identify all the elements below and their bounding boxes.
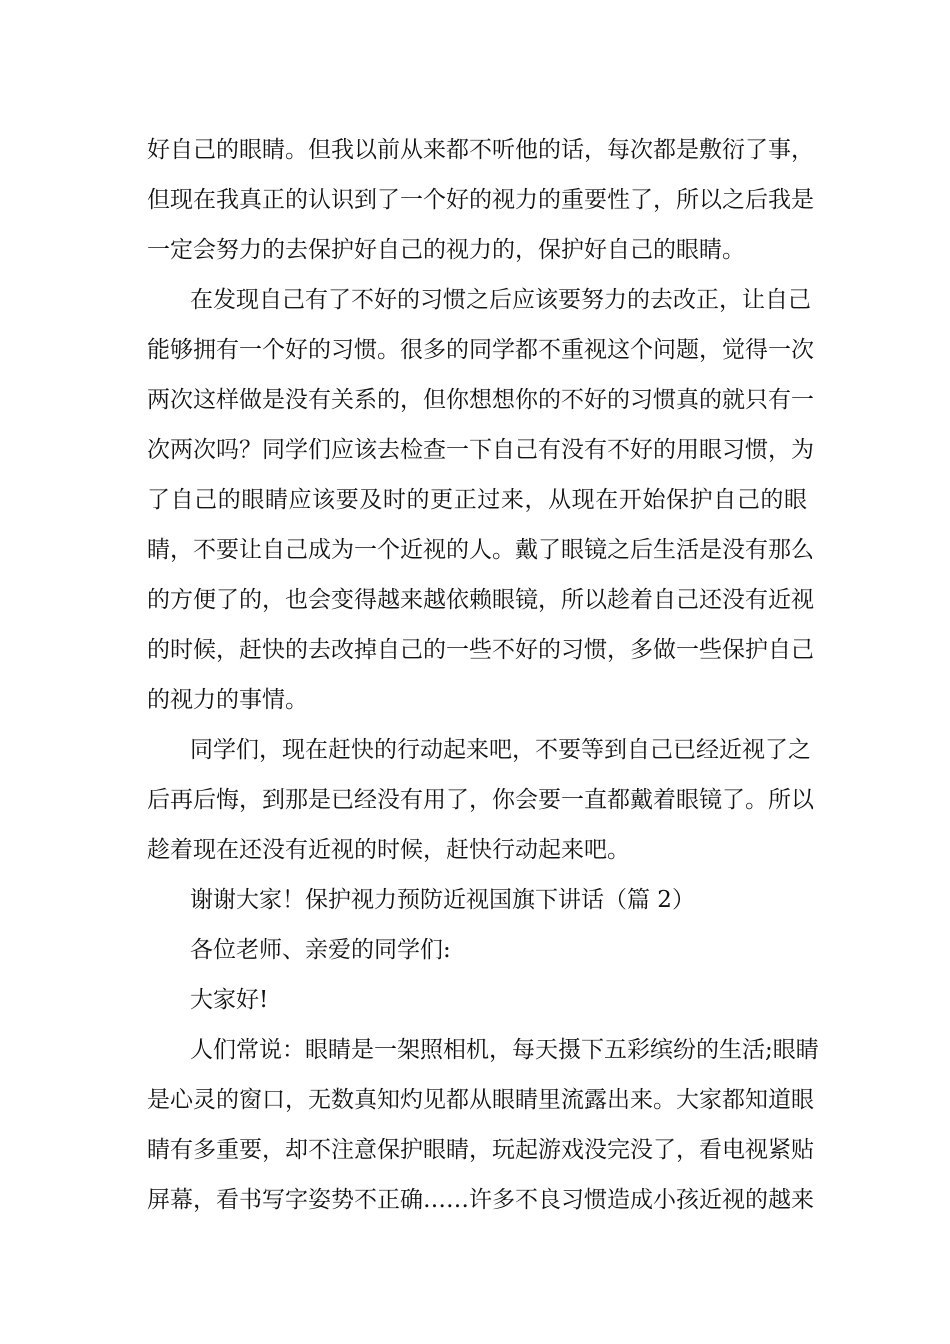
text-line: 但现在我真正的认识到了一个好的视力的重要性了，所以之后我是 bbox=[147, 187, 814, 213]
text-line: 睛，不要让自己成为一个近视的人。戴了眼镜之后生活是没有那么 bbox=[147, 537, 814, 563]
text-line: 是心灵的窗口，无数真知灼见都从眼睛里流露出来。大家都知道眼 bbox=[147, 1087, 814, 1113]
section-heading: 谢谢大家！保护视力预防近视国旗下讲话（篇 2） bbox=[190, 887, 695, 913]
text-line: 两次这样做是没有关系的，但你想想你的不好的习惯真的就只有一 bbox=[147, 387, 814, 413]
text-line: 的视力的事情。 bbox=[147, 687, 308, 713]
text-line: 好自己的眼睛。但我以前从来都不听他的话，每次都是敷衍了事， bbox=[147, 137, 814, 163]
text-line: 趁着现在还没有近视的时候，赶快行动起来吧。 bbox=[147, 837, 630, 863]
text-line: 屏幕，看书写字姿势不正确……许多不良习惯造成小孩近视的越来 bbox=[147, 1187, 814, 1213]
text-line: 能够拥有一个好的习惯。很多的同学都不重视这个问题，觉得一次 bbox=[147, 337, 814, 363]
text-line: 人们常说：眼睛是一架照相机，每天摄下五彩缤纷的生活;眼睛 bbox=[190, 1037, 819, 1063]
greeting: 大家好! bbox=[190, 987, 269, 1013]
text-line: 睛有多重要，却不注意保护眼睛，玩起游戏没完没了，看电视紧贴 bbox=[147, 1137, 814, 1163]
text-line: 同学们，现在赶快的行动起来吧，不要等到自己已经近视了之 bbox=[190, 737, 811, 763]
salutation: 各位老师、亲爱的同学们: bbox=[190, 937, 451, 963]
text-line: 后再后悔，到那是已经没有用了，你会要一直都戴着眼镜了。所以 bbox=[147, 787, 814, 813]
text-line: 次两次吗？同学们应该去检查一下自己有没有不好的用眼习惯，为 bbox=[147, 437, 814, 463]
text-line: 在发现自己有了不好的习惯之后应该要努力的去改正，让自己 bbox=[190, 287, 811, 313]
text-line: 的时候，赶快的去改掉自己的一些不好的习惯，多做一些保护自己 bbox=[147, 637, 814, 663]
text-line: 一定会努力的去保护好自己的视力的，保护好自己的眼睛。 bbox=[147, 237, 745, 263]
text-line: 了自己的眼睛应该要及时的更正过来，从现在开始保护自己的眼 bbox=[147, 487, 807, 513]
text-line: 的方便了的，也会变得越来越依赖眼镜，所以趁着自己还没有近视 bbox=[147, 587, 814, 613]
